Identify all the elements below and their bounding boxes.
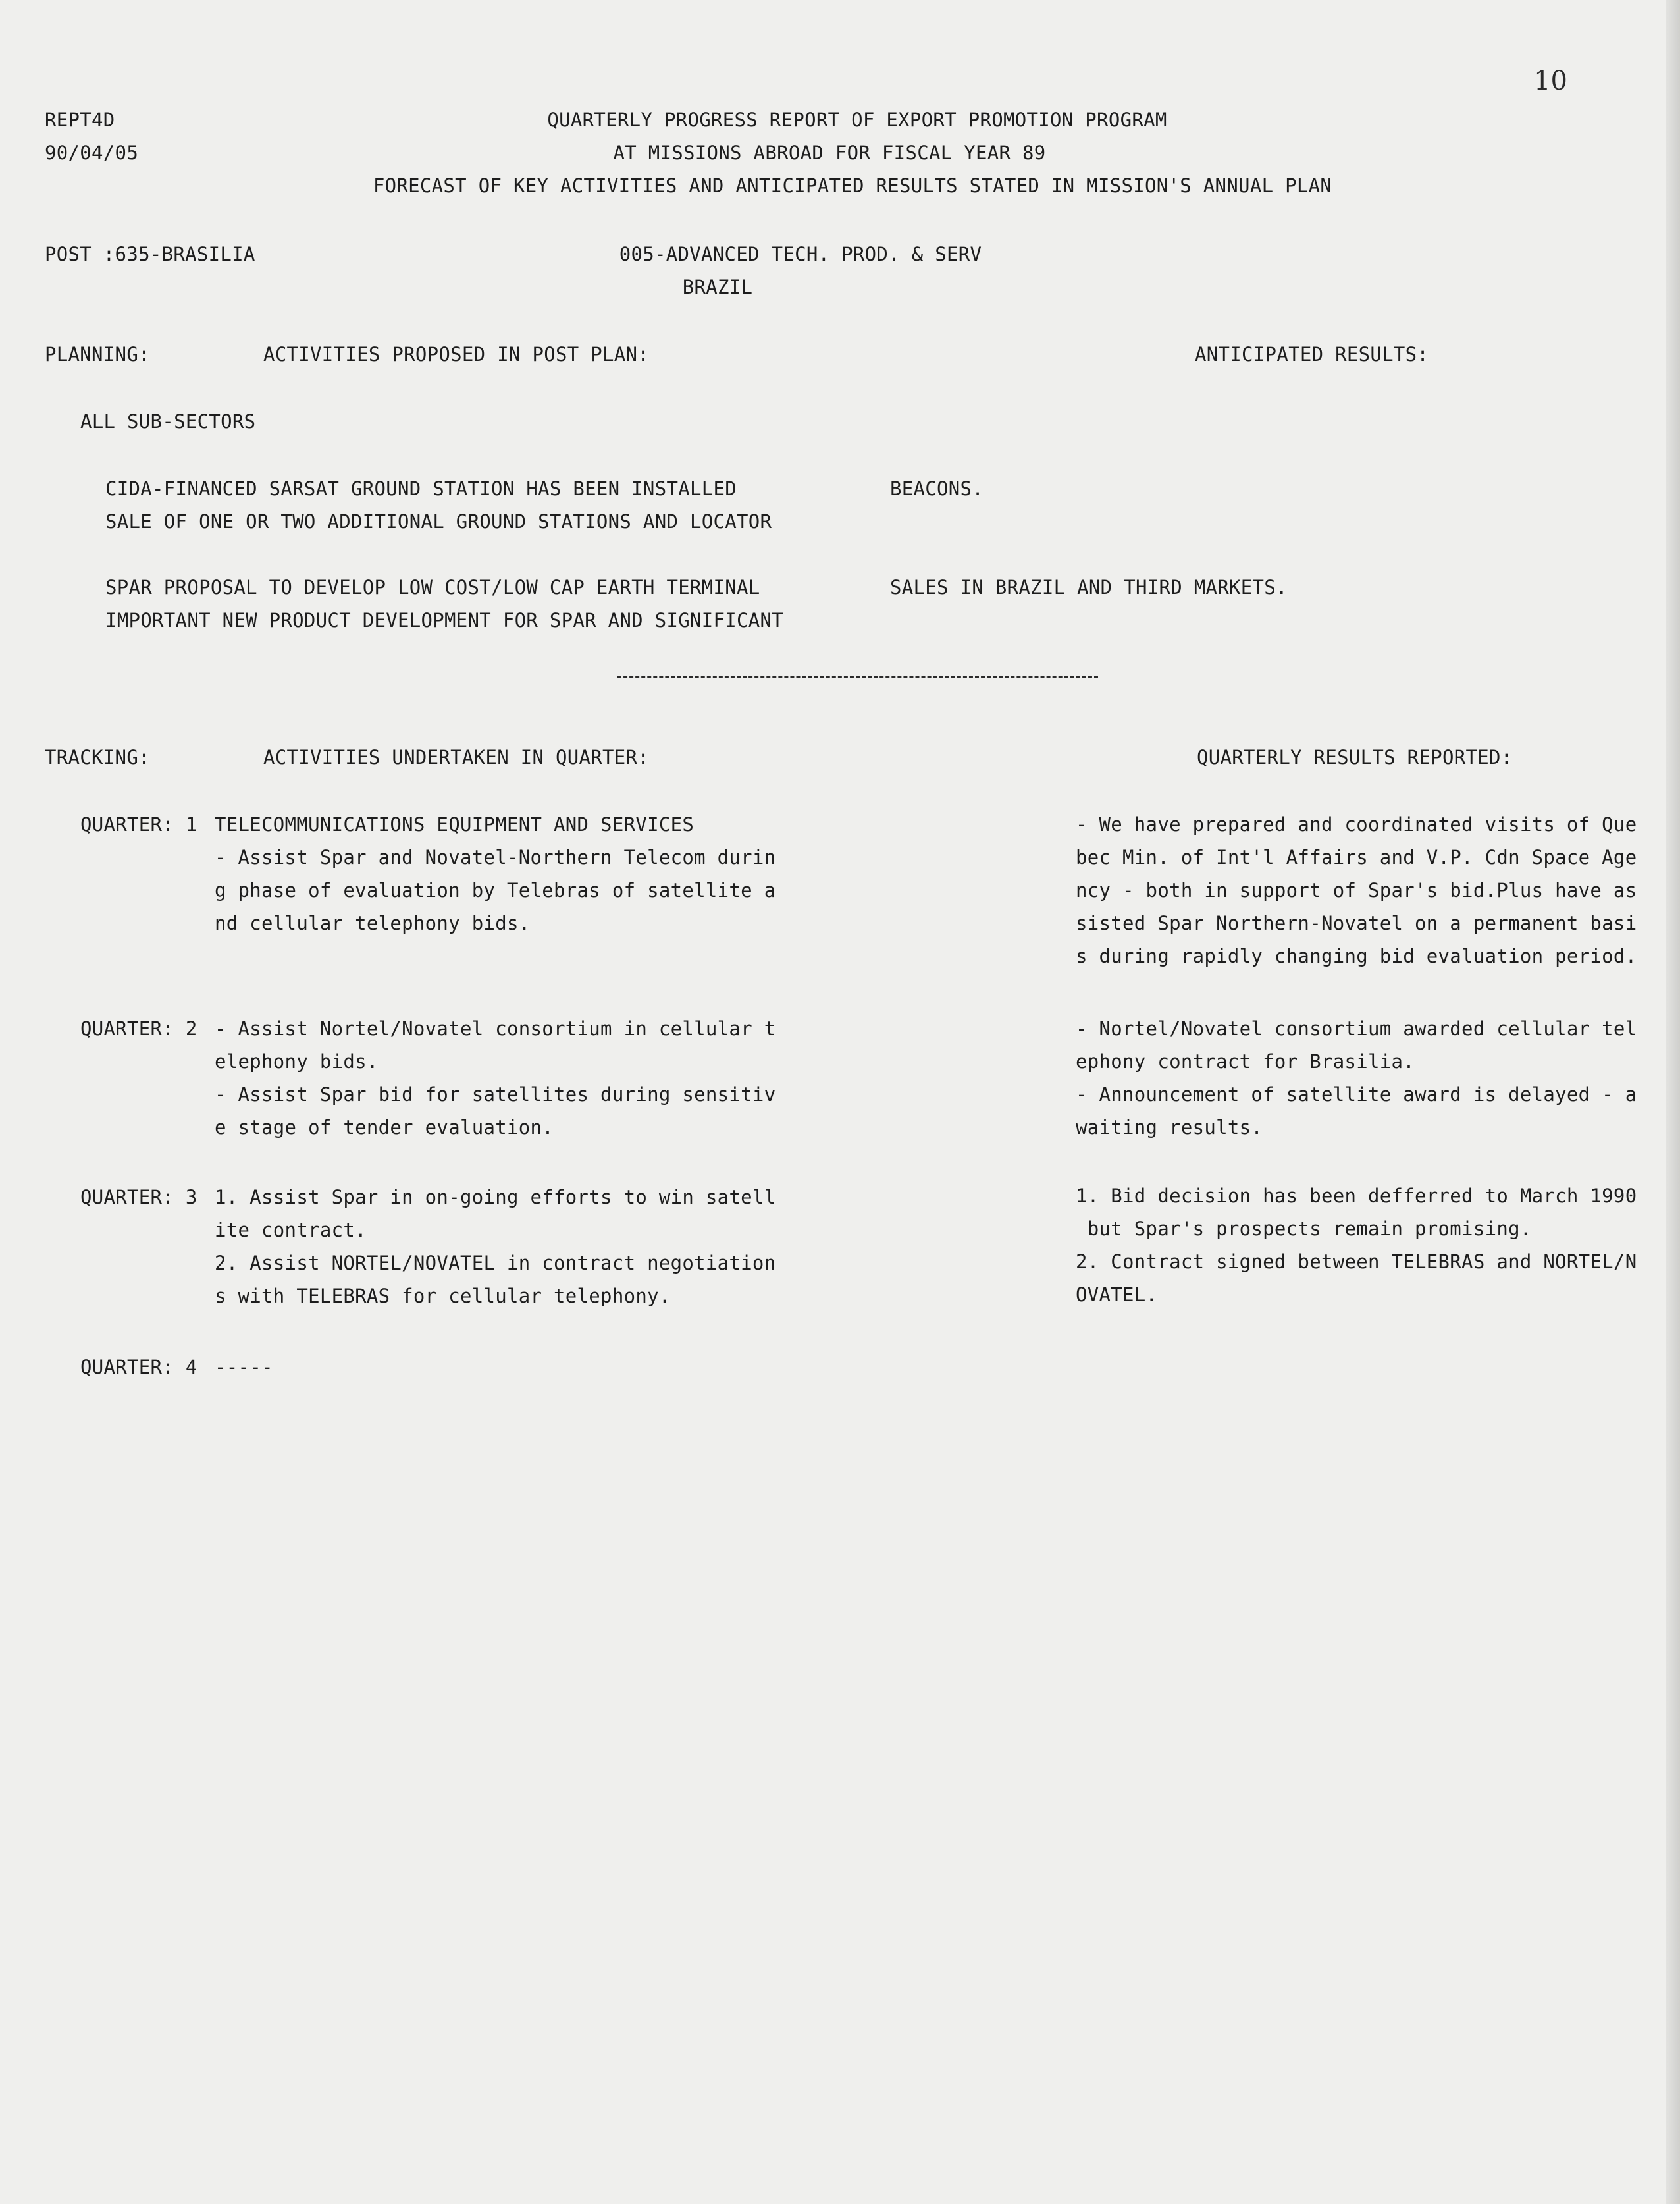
quarter-result-line: 2. Contract signed between TELEBRAS and NORTEL/N xyxy=(1076,1250,1637,1273)
planning-activity-line: CIDA-FINANCED SARSAT GROUND STATION HAS BEEN INSTALLED xyxy=(105,477,737,500)
quarter-activity-line: nd cellular telephony bids. xyxy=(215,912,531,934)
report-title-line-2: AT MISSIONS ABROAD FOR FISCAL YEAR 89 xyxy=(613,142,1046,164)
quarter-result-line: waiting results. xyxy=(1076,1116,1263,1139)
planning-result-line: BEACONS. xyxy=(890,477,984,500)
quarter-activity-line: 2. Assist NORTEL/NOVATEL in contract negotiation xyxy=(215,1252,776,1274)
quarter-label: QUARTER: 2 xyxy=(80,1017,197,1040)
tracking-results-header: QUARTERLY RESULTS REPORTED: xyxy=(1197,746,1513,768)
quarter-activity-line: TELECOMMUNICATIONS EQUIPMENT AND SERVICES xyxy=(215,813,695,836)
page-edge-shadow xyxy=(1666,0,1680,2204)
tracking-activities-header: ACTIVITIES UNDERTAKEN IN QUARTER: xyxy=(263,746,650,768)
planning-activity-line: SPAR PROPOSAL TO DEVELOP LOW COST/LOW CAP EARTH TERMINAL xyxy=(105,576,760,599)
quarter-result-line: ephony contract for Brasilia. xyxy=(1076,1050,1415,1073)
quarter-activity-line: - Assist Nortel/Novatel consortium in cellular t xyxy=(215,1017,776,1040)
quarter-result-line: but Spar's prospects remain promising. xyxy=(1076,1218,1532,1240)
subsector-label: ALL SUB-SECTORS xyxy=(80,410,256,433)
report-title-line-1: QUARTERLY PROGRESS REPORT OF EXPORT PROMOTION PROGRAM xyxy=(547,109,1167,131)
quarter-activity-line: ite contract. xyxy=(215,1219,367,1241)
quarter-activity-line: 1. Assist Spar in on-going efforts to win satell xyxy=(215,1186,776,1208)
report-date: 90/04/05 xyxy=(45,142,139,164)
quarter-label: QUARTER: 3 xyxy=(80,1186,197,1208)
sector-label: 005-ADVANCED TECH. PROD. & SERV xyxy=(619,243,982,265)
quarter-activity-line: elephony bids. xyxy=(215,1050,379,1073)
quarter-label: QUARTER: 4 xyxy=(80,1356,197,1378)
quarter-result-line: 1. Bid decision has been defferred to March 1990 xyxy=(1076,1185,1637,1207)
quarter-activity-line: s with TELEBRAS for cellular telephony. xyxy=(215,1285,671,1307)
quarter-result-line: - Nortel/Novatel consortium awarded cellular tel xyxy=(1076,1017,1637,1040)
planning-activity-line: SALE OF ONE OR TWO ADDITIONAL GROUND STATIONS AND LOCATOR xyxy=(105,510,772,533)
quarter-result-line: bec Min. of Int'l Affairs and V.P. Cdn Space Age xyxy=(1076,846,1637,869)
quarter-result-line: s during rapidly changing bid evaluation period. xyxy=(1076,945,1637,967)
country-label: BRAZIL xyxy=(682,276,753,298)
report-title-line-3: FORECAST OF KEY ACTIVITIES AND ANTICIPATED RESULTS STATED IN MISSION'S ANNUAL PLAN xyxy=(373,175,1332,197)
quarter-result-line: sisted Spar Northern-Novatel on a permanent basi xyxy=(1076,912,1637,934)
planning-label: PLANNING: xyxy=(45,343,150,365)
quarter-activity-line: e stage of tender evaluation. xyxy=(215,1116,554,1139)
quarter-activity-line: - Assist Spar and Novatel-Northern Telecom durin xyxy=(215,846,776,869)
planning-results-header: ANTICIPATED RESULTS: xyxy=(1195,343,1429,365)
post-label: POST :635-BRASILIA xyxy=(45,243,255,265)
tracking-label: TRACKING: xyxy=(45,746,150,768)
page-number: 10 xyxy=(1534,66,1567,96)
quarter-activity-line: ----- xyxy=(215,1356,273,1378)
planning-activities-header: ACTIVITIES PROPOSED IN POST PLAN: xyxy=(263,343,650,365)
report-id: REPT4D xyxy=(45,109,115,131)
planning-result-line: SALES IN BRAZIL AND THIRD MARKETS. xyxy=(890,576,1288,599)
quarter-result-line: - We have prepared and coordinated visits of Que xyxy=(1076,813,1637,836)
quarter-activity-line: g phase of evaluation by Telebras of satellite a xyxy=(215,879,776,901)
planning-activity-line: IMPORTANT NEW PRODUCT DEVELOPMENT FOR SPAR AND SIGNIFICANT xyxy=(105,609,784,632)
quarter-activity-line: - Assist Spar bid for satellites during sensitiv xyxy=(215,1083,776,1106)
quarter-result-line: - Announcement of satellite award is delayed - a xyxy=(1076,1083,1637,1106)
quarter-result-line: OVATEL. xyxy=(1076,1283,1158,1306)
quarter-label: QUARTER: 1 xyxy=(80,813,197,836)
section-divider xyxy=(617,676,1098,678)
quarter-result-line: ncy - both in support of Spar's bid.Plus have as xyxy=(1076,879,1637,901)
